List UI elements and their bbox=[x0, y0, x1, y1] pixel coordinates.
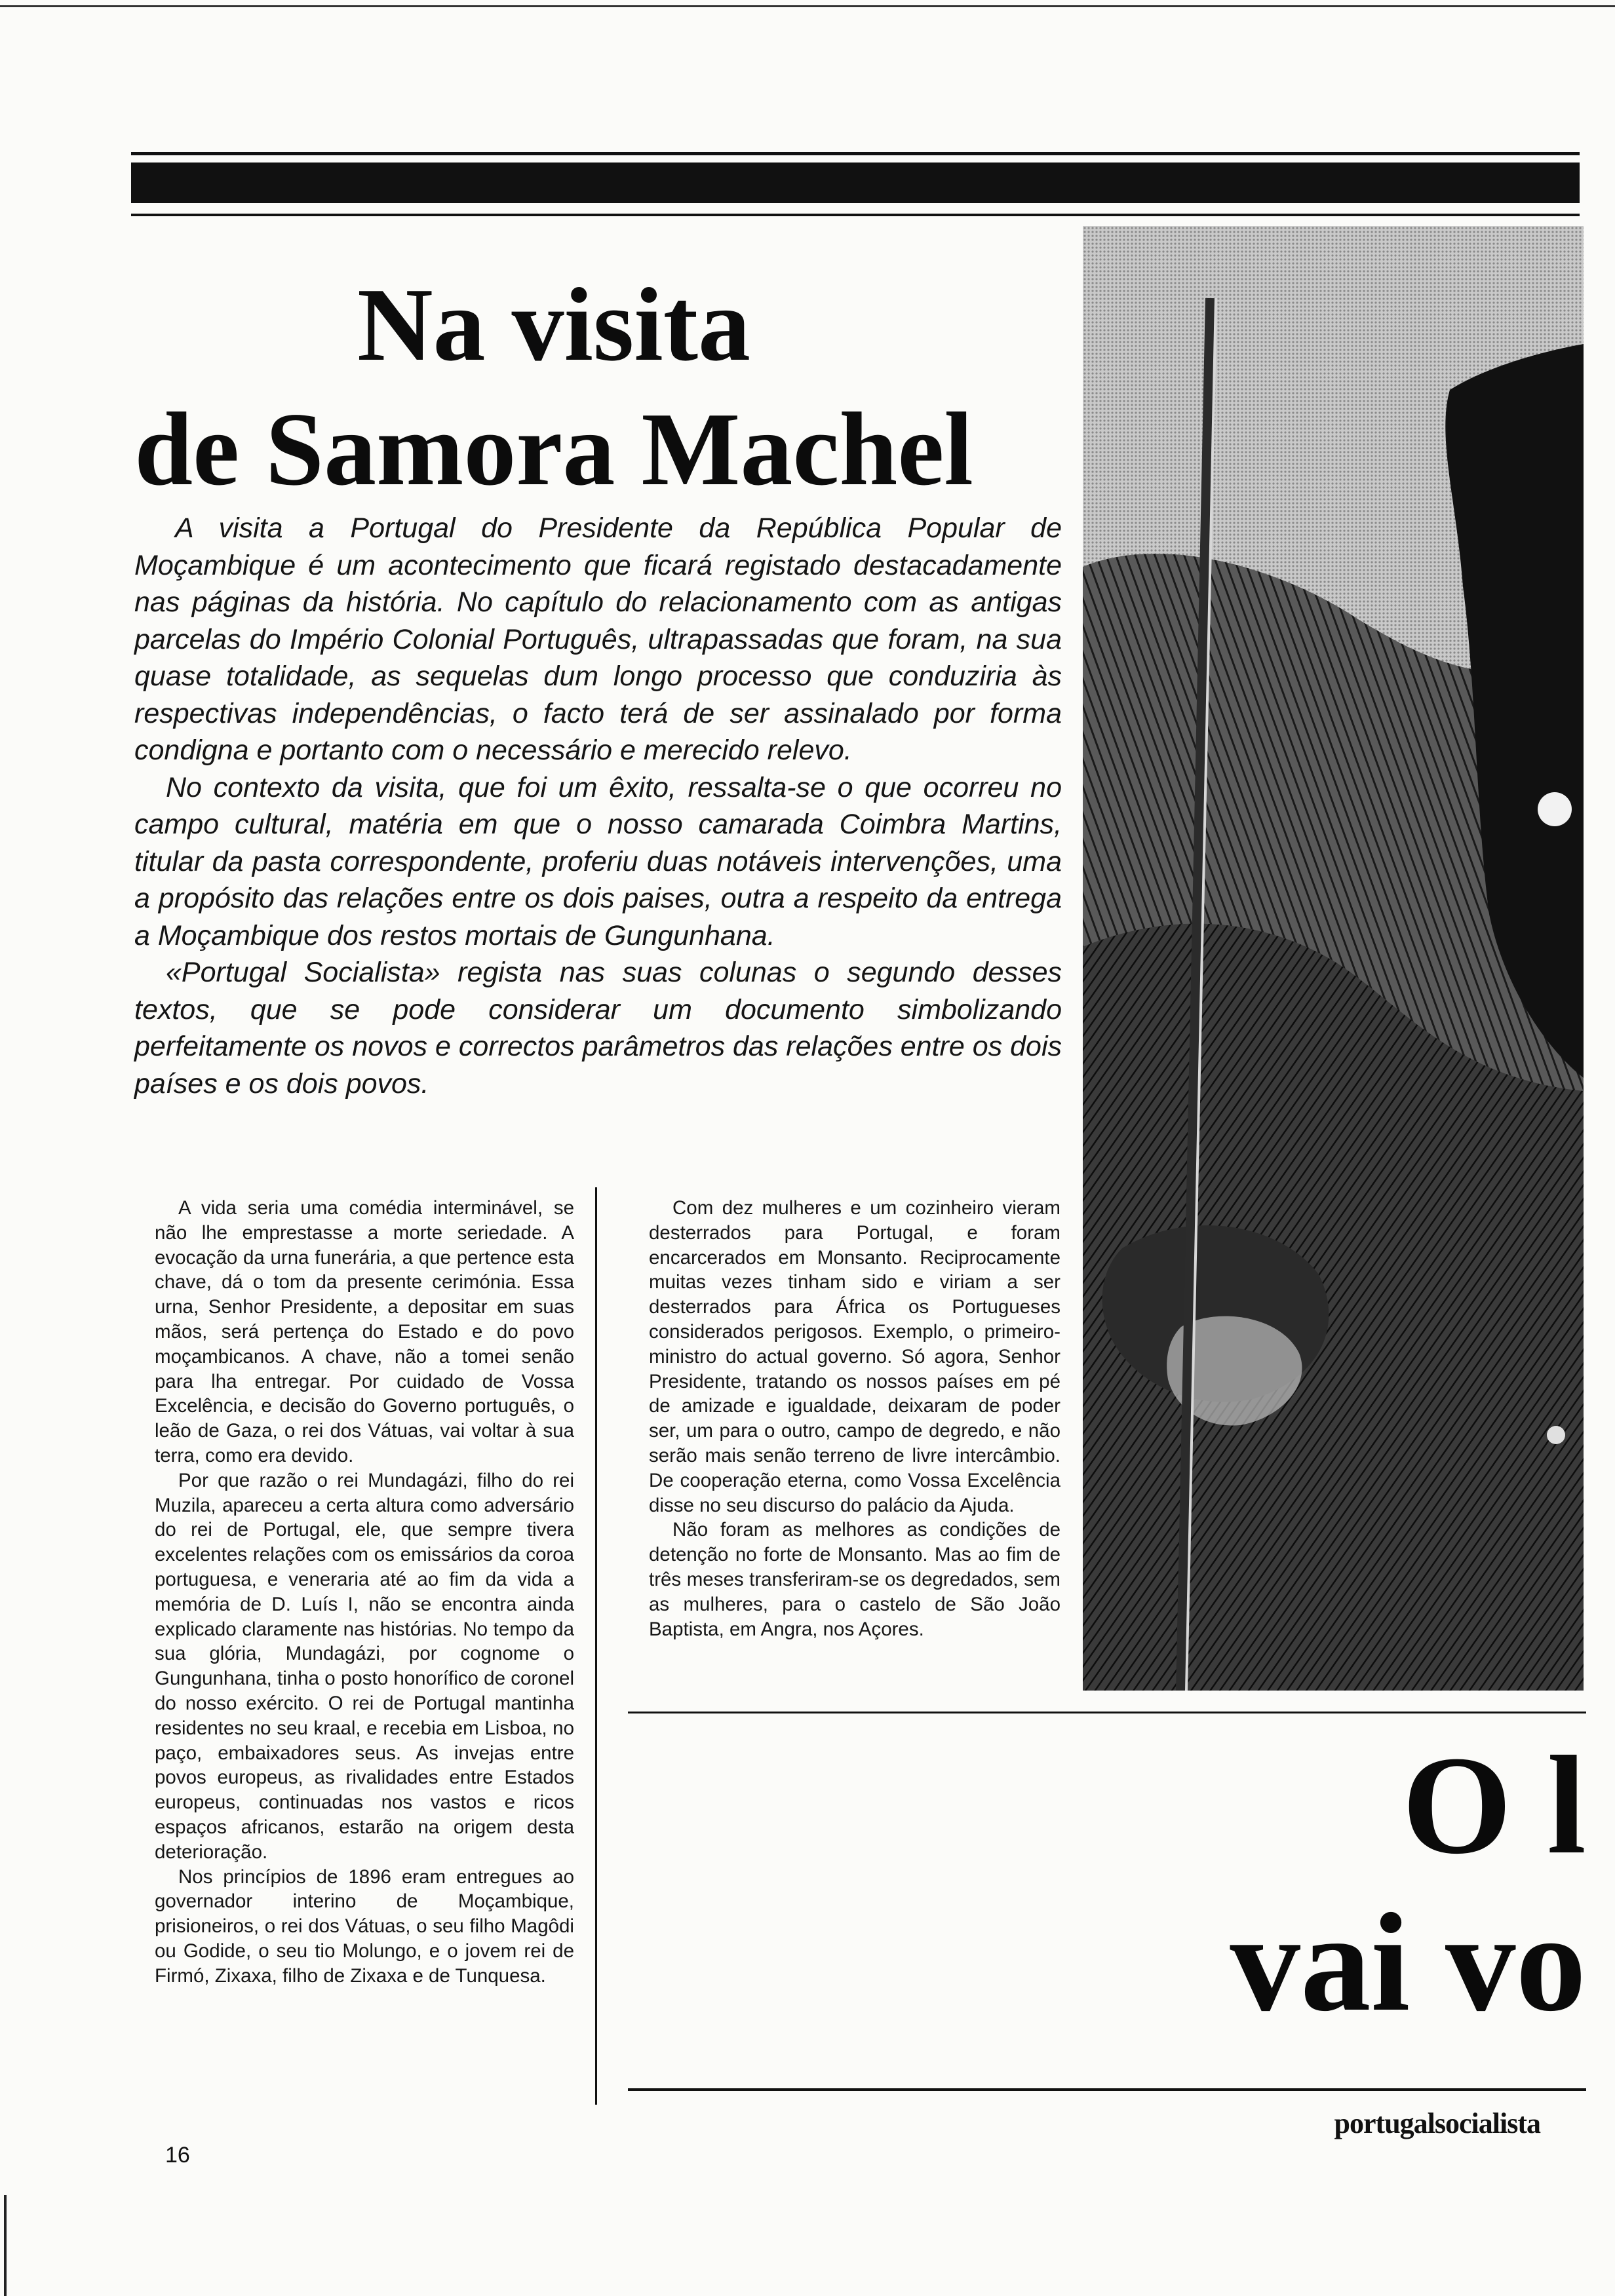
next-article-headline bbox=[1049, 1727, 1586, 2067]
photo-illustration bbox=[1083, 226, 1584, 1691]
body-column-left bbox=[155, 1196, 574, 1989]
body-paragraph: Não foram as melhores as condições de detenção no forte de Monsanto. Mas ao fim de três meses transferiram-se os degredados, sem as mulheres, para o castelo de São João Baptista, em Angra, nos Açores. bbox=[649, 1519, 1060, 1640]
intro-paragraph: No contexto da visita, que foi um êxito, ressalta-se o que ocorreu no campo cultural, matéria em que o nosso camarada Coimbra Martins, titular da pasta correspondente, proferiu duas notáveis intervenções, uma a propósito das relações entre os dois paises, outra a respeito da entrega a Moçambique dos restos mortais de Gungunhana. bbox=[134, 771, 1062, 951]
intro-paragraph: A visita a Portugal do Presidente da República Popular de Moçambique é um acontecimento que ficará registado destacadamente nas páginas da história. No capítulo do relacionamento com as antigas parcelas do Império Colonial Português, ultrapassadas que foram, na sua quase totalidade, as sequelas dum longo processo que conduziria às respectivas independências, o facto terá de ser assinalado por forma condigna e portanto com o necessário e merecido relevo. bbox=[134, 512, 1062, 766]
column-divider bbox=[595, 1187, 597, 2105]
next-headline-line-1: O l bbox=[1402, 1727, 1586, 1883]
header-thick-bar bbox=[131, 163, 1580, 203]
article-title-line-1: Na visita bbox=[357, 266, 750, 383]
body-column-right bbox=[649, 1196, 1060, 1641]
article-photo bbox=[1083, 226, 1584, 1691]
body-paragraph: Com dez mulheres e um cozinheiro vieram desterrados para Portugal, e foram encarcerados em Monsanto. Reciprocamente muitas vezes tinham sido e viriam a ser desterrados para África os Portugueses considerados perigosos. Exemplo, o primeiro-ministro do actual governo. Só agora, Senhor Presidente, tratando os nossos países em pé de amizade e igualdade, deixaram de poder ser, um para o outro, campo de degredo, e não serão mais senão terreno de livre intercâmbio. De cooperação eterna, como Vossa Excelência disse no seu discurso do palácio da Ajuda. bbox=[649, 1197, 1060, 1516]
headline-rule-top bbox=[628, 1712, 1586, 1713]
body-paragraph: Por que razão o rei Mundagázi, filho do rei Muzila, apareceu a certa altura como adversário do rei de Portugal, ele, que sempre tivera excelentes relações com os emissários da coroa portuguesa, e veneraria até ao fim da vida a memória de D. Luís I, não se encontra ainda explicado claramente nas histórias. No tempo da sua glória, Mundagázi, por cognome o Gungunhana, tinha o posto honorífico de coronel do nosso exército. O rei de Portugal mantinha residentes no seu kraal, e recebia em Lisboa, no paço, embaixadores seus. As invejas entre povos europeus, as rivalidades entre Estados europeus, continuadas nos vastos e ricos espaços africanos, estarão na origem desta deterioração. bbox=[155, 1469, 574, 1863]
header-thin-rule-top bbox=[131, 152, 1580, 155]
article-title-line-2: de Samora Machel bbox=[134, 391, 973, 507]
body-paragraph: A vida seria uma comédia interminável, se não lhe emprestasse a morte seriedade. A evocação da urna funerária, a que pertence esta chave, dá o tom da presente cerimónia. Essa urna, Senhor Presidente, a depositar em suas mãos, será pertença do Estado e do povo moçambicanos. A chave, não a tomei senão para lha entregar. Por cuidado de Vossa Excelência, e decisão do Governo português, o leão de Gaza, o rei dos Vátuas, vai voltar à sua terra, como era devido. bbox=[155, 1197, 574, 1466]
next-headline-line-2: vai vo bbox=[1230, 1884, 1586, 2040]
headline-rule-bottom bbox=[628, 2088, 1586, 2091]
article-intro bbox=[134, 510, 1062, 1102]
publication-brand: portugalsocialista bbox=[1334, 2107, 1540, 2139]
top-edge-line bbox=[0, 5, 1615, 7]
page-number: 16 bbox=[165, 2143, 190, 2168]
article-title bbox=[128, 262, 980, 511]
intro-paragraph: «Portugal Socialista» regista nas suas colunas o segundo desses textos, que se pode considerar um documento simbolizando perfeitamente os novos e correctos parâmetros das relações entre os dois países e os dois povos. bbox=[134, 957, 1062, 1100]
body-paragraph: Nos princípios de 1896 eram entregues ao governador interino de Moçambique, prisioneiros, o rei dos Vátuas, o seu filho Magôdi ou Godide, o seu tio Molungo, e o jovem rei de Firmó, Zixaxa, filho de Zixaxa e de Tunquesa. bbox=[155, 1866, 574, 1987]
crop-mark bbox=[4, 2195, 7, 2296]
header-thin-rule-bottom bbox=[131, 214, 1580, 216]
